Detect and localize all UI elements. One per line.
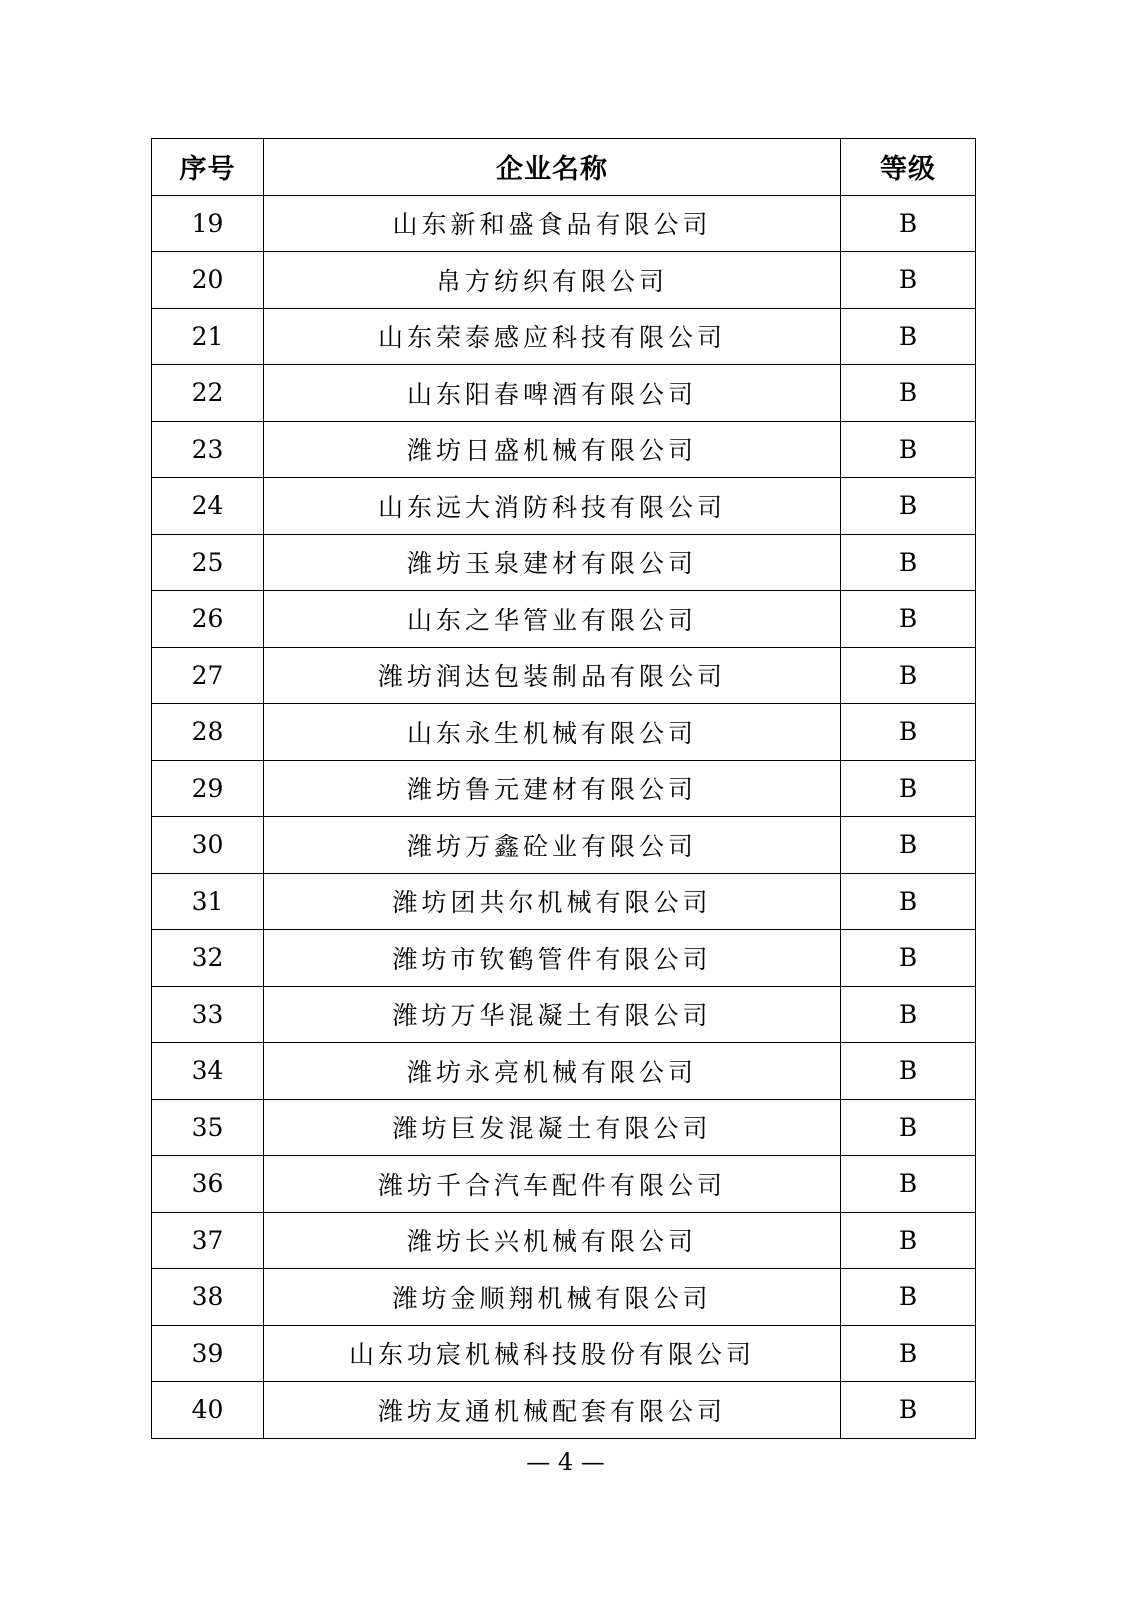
cell-index: 19 xyxy=(152,195,264,252)
cell-name: 潍坊万鑫砼业有限公司 xyxy=(264,817,841,874)
cell-name: 潍坊团共尔机械有限公司 xyxy=(264,873,841,930)
cell-index: 29 xyxy=(152,760,264,817)
table-row xyxy=(152,195,976,252)
table-header-row xyxy=(152,139,976,196)
cell-index: 31 xyxy=(152,873,264,930)
cell-name: 山东远大消防科技有限公司 xyxy=(264,478,841,535)
cell-index: 21 xyxy=(152,308,264,365)
cell-name: 潍坊长兴机械有限公司 xyxy=(264,1212,841,1269)
header-index: 序号 xyxy=(152,139,264,196)
table-row xyxy=(152,1212,976,1269)
cell-name: 山东功宸机械科技股份有限公司 xyxy=(264,1325,841,1382)
table-row xyxy=(152,1156,976,1213)
cell-grade: B xyxy=(841,421,976,478)
cell-name: 帛方纺织有限公司 xyxy=(264,252,841,309)
cell-name: 山东阳春啤酒有限公司 xyxy=(264,365,841,422)
cell-name: 潍坊巨发混凝土有限公司 xyxy=(264,1099,841,1156)
header-name: 企业名称 xyxy=(264,139,841,196)
table-row xyxy=(152,534,976,591)
table-row xyxy=(152,1043,976,1100)
cell-index: 39 xyxy=(152,1325,264,1382)
cell-index: 35 xyxy=(152,1099,264,1156)
cell-grade: B xyxy=(841,1212,976,1269)
cell-name: 山东荣泰感应科技有限公司 xyxy=(264,308,841,365)
cell-grade: B xyxy=(841,873,976,930)
cell-grade: B xyxy=(841,1099,976,1156)
table-row xyxy=(152,817,976,874)
table-row xyxy=(152,591,976,648)
cell-grade: B xyxy=(841,647,976,704)
table-row xyxy=(152,986,976,1043)
table-row xyxy=(152,1382,976,1439)
cell-index: 30 xyxy=(152,817,264,874)
cell-name: 潍坊玉泉建材有限公司 xyxy=(264,534,841,591)
table-row xyxy=(152,647,976,704)
cell-grade: B xyxy=(841,817,976,874)
cell-grade: B xyxy=(841,704,976,761)
cell-index: 25 xyxy=(152,534,264,591)
cell-grade: B xyxy=(841,591,976,648)
table-row xyxy=(152,478,976,535)
table-row xyxy=(152,1269,976,1326)
cell-grade: B xyxy=(841,252,976,309)
table-row xyxy=(152,704,976,761)
cell-index: 23 xyxy=(152,421,264,478)
table-row xyxy=(152,252,976,309)
cell-index: 38 xyxy=(152,1269,264,1326)
cell-grade: B xyxy=(841,1156,976,1213)
table-row xyxy=(152,1099,976,1156)
cell-index: 20 xyxy=(152,252,264,309)
cell-name: 潍坊友通机械配套有限公司 xyxy=(264,1382,841,1439)
cell-name: 潍坊金顺翔机械有限公司 xyxy=(264,1269,841,1326)
cell-name: 潍坊千合汽车配件有限公司 xyxy=(264,1156,841,1213)
header-grade: 等级 xyxy=(841,139,976,196)
table-row xyxy=(152,1325,976,1382)
cell-grade: B xyxy=(841,1269,976,1326)
cell-grade: B xyxy=(841,986,976,1043)
table-row xyxy=(152,760,976,817)
table-row xyxy=(152,421,976,478)
cell-name: 山东永生机械有限公司 xyxy=(264,704,841,761)
cell-name: 潍坊鲁元建材有限公司 xyxy=(264,760,841,817)
cell-index: 33 xyxy=(152,986,264,1043)
cell-index: 37 xyxy=(152,1212,264,1269)
cell-index: 28 xyxy=(152,704,264,761)
page-number: — 4 — xyxy=(526,1448,605,1476)
cell-index: 22 xyxy=(152,365,264,422)
table-row xyxy=(152,873,976,930)
cell-name: 山东之华管业有限公司 xyxy=(264,591,841,648)
cell-index: 24 xyxy=(152,478,264,535)
cell-name: 潍坊永亮机械有限公司 xyxy=(264,1043,841,1100)
cell-index: 27 xyxy=(152,647,264,704)
cell-name: 山东新和盛食品有限公司 xyxy=(264,195,841,252)
cell-grade: B xyxy=(841,930,976,987)
cell-name: 潍坊润达包装制品有限公司 xyxy=(264,647,841,704)
cell-grade: B xyxy=(841,760,976,817)
cell-name: 潍坊万华混凝土有限公司 xyxy=(264,986,841,1043)
cell-name: 潍坊日盛机械有限公司 xyxy=(264,421,841,478)
table-row xyxy=(152,930,976,987)
cell-index: 40 xyxy=(152,1382,264,1439)
table-body xyxy=(152,195,976,1438)
cell-index: 36 xyxy=(152,1156,264,1213)
cell-grade: B xyxy=(841,195,976,252)
cell-grade: B xyxy=(841,478,976,535)
enterprise-grade-table xyxy=(151,138,976,1439)
cell-grade: B xyxy=(841,1043,976,1100)
cell-grade: B xyxy=(841,534,976,591)
table-row xyxy=(152,365,976,422)
cell-grade: B xyxy=(841,365,976,422)
cell-grade: B xyxy=(841,1325,976,1382)
table-row xyxy=(152,308,976,365)
cell-index: 34 xyxy=(152,1043,264,1100)
cell-name: 潍坊市钦鹤管件有限公司 xyxy=(264,930,841,987)
cell-grade: B xyxy=(841,1382,976,1439)
cell-grade: B xyxy=(841,308,976,365)
cell-index: 26 xyxy=(152,591,264,648)
cell-index: 32 xyxy=(152,930,264,987)
